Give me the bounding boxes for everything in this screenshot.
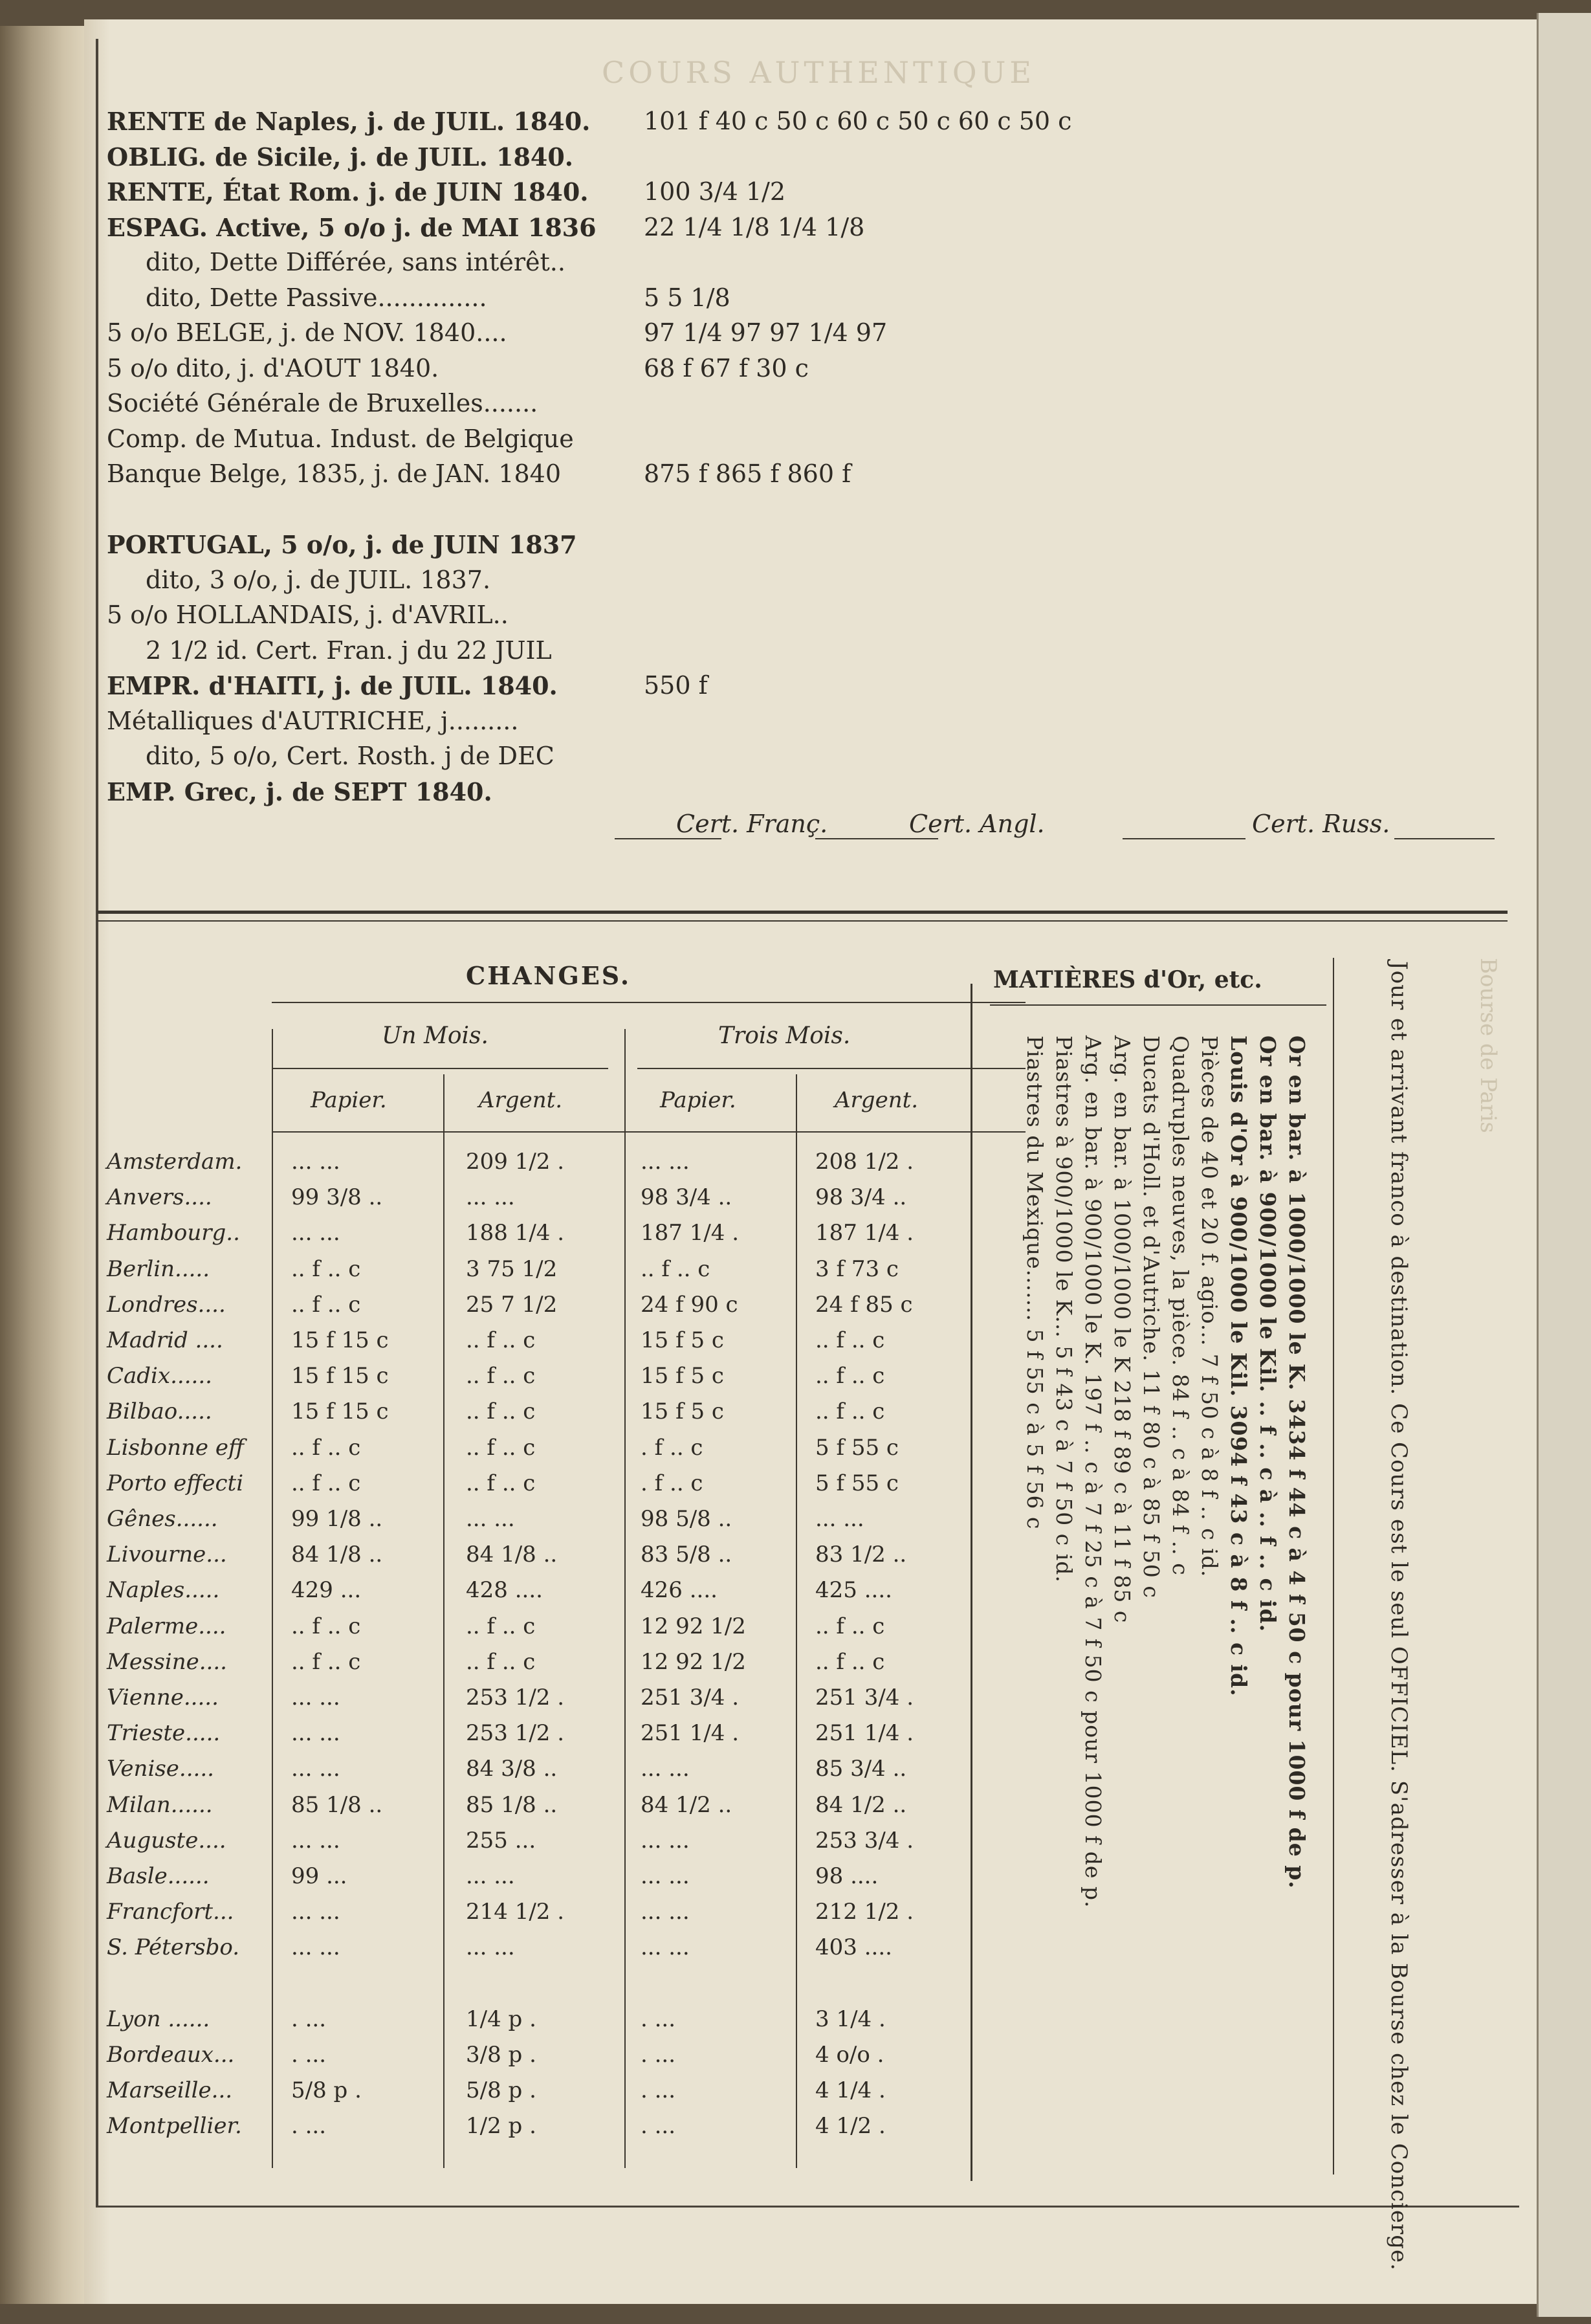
changes-city: Amsterdam.	[107, 1149, 243, 1175]
facing-page-edge	[1537, 13, 1591, 2317]
changes-city: Livourne...	[107, 1542, 227, 1568]
bourse-label: Métalliques d'AUTRICHE, j.........	[107, 706, 519, 735]
changes-un-mois-papier: . ...	[291, 2113, 327, 2140]
changes-trois-mois-argent: 212 1/2 .	[815, 1899, 914, 1925]
changes-un-mois-papier: . ...	[291, 2006, 327, 2032]
column-header-rule	[272, 1131, 1026, 1133]
changes-un-mois-papier: .. f .. c	[291, 1256, 361, 1282]
changes-trois-mois-argent: 251 3/4 .	[815, 1685, 914, 1710]
bourse-label: 5 o/o HOLLANDAIS, j. d'AVRIL..	[107, 601, 509, 629]
changes-trois-mois-papier: 251 1/4 .	[641, 1720, 740, 1747]
bourse-value: 22 1/4 1/8 1/4 1/8	[644, 212, 865, 241]
changes-un-mois-argent: 84 3/8 ..	[466, 1756, 558, 1782]
trois-mois-rule	[637, 1068, 1026, 1069]
changes-city: Palerme....	[107, 1613, 226, 1639]
changes-un-mois-papier: 15 f 15 c	[291, 1399, 389, 1425]
section-separator-thin	[97, 920, 1508, 922]
changes-un-mois-papier: .. f .. c	[291, 1291, 361, 1318]
official-notice: Jour et arrivant franco à destination. Ce Cours est le seul OFFICIEL. S'adresser à la Bourse chez le Concierge.	[1386, 961, 1412, 2271]
changes-city: Auguste....	[107, 1827, 226, 1854]
bourse-label: EMPR. d'HAITI, j. de JUIL. 1840.	[107, 671, 558, 700]
col-rule-4	[796, 1074, 797, 2168]
changes-trois-mois-papier: 251 3/4 .	[641, 1685, 740, 1710]
matieres-line: Or en bar. à 900/1000 le Kil. .. f .. c à .. f .. c id.	[1255, 1035, 1280, 1633]
changes-city: Naples.....	[107, 1577, 220, 1604]
changes-un-mois-papier: 99 ...	[291, 1863, 347, 1889]
changes-un-mois-argent: 5/8 p .	[466, 2077, 536, 2104]
changes-trois-mois-papier: 24 f 90 c	[641, 1291, 738, 1318]
bourse-label: dito, 5 o/o, Cert. Rosth. j de DEC	[146, 742, 554, 770]
matieres-line: Arg. en bar. à 900/1000 le K. 197 f .. c à 7 f 25 c à 7 f 50 c pour 1000 f de p.	[1081, 1035, 1106, 1909]
changes-trois-mois-papier: 98 5/8 ..	[641, 1506, 732, 1532]
changes-trois-mois-papier: . ...	[641, 2077, 676, 2104]
matieres-line: Pièces de 40 et 20 f. agio... 7 f 50 c à 8 f .. c id.	[1197, 1035, 1222, 1578]
changes-un-mois-papier: ... ...	[291, 1220, 340, 1246]
changes-trois-mois-argent: 4 1/2 .	[815, 2113, 886, 2140]
changes-trois-mois-argent: 85 3/4 ..	[815, 1756, 907, 1782]
changes-trois-mois-argent: 251 1/4 .	[815, 1720, 914, 1747]
changes-un-mois-argent: 253 1/2 .	[466, 1685, 565, 1710]
changes-trois-mois-argent: 3 f 73 c	[815, 1256, 899, 1282]
changes-un-mois-argent: .. f .. c	[466, 1470, 536, 1496]
changes-un-mois-argent: 253 1/2 .	[466, 1720, 565, 1747]
changes-trois-mois-papier: ... ...	[641, 1149, 690, 1175]
changes-trois-mois-argent: 98 3/4 ..	[815, 1184, 907, 1211]
cert-russ: Cert. Russ.	[1252, 810, 1390, 838]
show-through-text: Bourse de Paris	[1475, 958, 1501, 1133]
col-rule-3	[624, 1029, 626, 2168]
changes-un-mois-argent: 188 1/4 .	[466, 1220, 565, 1246]
changes-un-mois-papier: 85 1/8 ..	[291, 1791, 383, 1818]
changes-trois-mois-papier: . f .. c	[641, 1434, 703, 1461]
changes-un-mois-papier: ... ...	[291, 1720, 340, 1747]
changes-trois-mois-papier: 98 3/4 ..	[641, 1184, 732, 1211]
changes-un-mois-argent: 25 7 1/2	[466, 1291, 558, 1318]
changes-un-mois-papier: ... ...	[291, 1685, 340, 1710]
changes-trois-mois-argent: 24 f 85 c	[815, 1291, 913, 1318]
section-separator	[97, 911, 1508, 914]
changes-un-mois-papier: 99 3/8 ..	[291, 1184, 383, 1211]
changes-un-mois-argent: 1/2 p .	[466, 2113, 536, 2140]
changes-city: Francfort...	[107, 1899, 234, 1925]
changes-trois-mois-argent: 425 ....	[815, 1577, 892, 1604]
changes-un-mois-papier: 84 1/8 ..	[291, 1542, 383, 1568]
changes-trois-mois-argent: 84 1/2 ..	[815, 1791, 907, 1818]
changes-un-mois-papier: 15 f 15 c	[291, 1327, 389, 1353]
changes-un-mois-argent: ... ...	[466, 1506, 515, 1532]
changes-city: Messine....	[107, 1648, 227, 1675]
argent-header-1: Argent.	[479, 1087, 563, 1113]
changes-un-mois-argent: .. f .. c	[466, 1399, 536, 1425]
matieres-line: Piastres à 900/1000 le K... 5 f 43 c à 7 f 50 c id.	[1051, 1035, 1077, 1583]
bourse-label: dito, Dette Différée, sans intérêt..	[146, 248, 565, 276]
changes-city: Madrid ....	[107, 1327, 223, 1353]
bourse-label: dito, 3 o/o, j. de JUIL. 1837.	[146, 565, 491, 594]
matieres-line: Piastres du Mexique....... 5 f 55 c à 5 f 56 c	[1022, 1035, 1048, 1530]
matieres-line: Arg. en bar. à 1000/1000 le K 218 f 89 c à 11 f 85 c	[1110, 1035, 1135, 1624]
changes-trois-mois-argent: .. f .. c	[815, 1363, 885, 1389]
bourse-label: 2 1/2 id. Cert. Fran. j du 22 JUIL	[146, 636, 552, 665]
matieres-title-rule	[990, 1004, 1326, 1006]
bourse-value: 97 1/4 97 97 1/4 97	[644, 318, 888, 347]
changes-un-mois-argent: .. f .. c	[466, 1648, 536, 1675]
document-page	[84, 19, 1537, 2304]
bourse-label: 5 o/o dito, j. d'AOUT 1840.	[107, 353, 439, 382]
bourse-value: 550 f	[644, 671, 708, 700]
changes-city: Bilbao.....	[107, 1399, 212, 1425]
changes-trois-mois-argent: 4 1/4 .	[815, 2077, 886, 2104]
frame-bottom-rule	[96, 2206, 1519, 2208]
changes-trois-mois-papier: 12 92 1/2	[641, 1648, 746, 1675]
changes-un-mois-papier: 429 ...	[291, 1577, 362, 1604]
changes-title-rule	[272, 1002, 1026, 1003]
changes-un-mois-argent: 428 ....	[466, 1577, 543, 1604]
changes-trois-mois-papier: 15 f 5 c	[641, 1399, 724, 1425]
bourse-value: 100 3/4 1/2	[644, 177, 786, 206]
changes-trois-mois-papier: 15 f 5 c	[641, 1327, 724, 1353]
changes-trois-mois-argent: 187 1/4 .	[815, 1220, 914, 1246]
changes-trois-mois-argent: 5 f 55 c	[815, 1470, 899, 1496]
changes-trois-mois-papier: ... ...	[641, 1934, 690, 1961]
changes-un-mois-papier: .. f .. c	[291, 1613, 361, 1639]
changes-city: Porto effecti	[107, 1470, 244, 1496]
changes-un-mois-papier: . ...	[291, 2042, 327, 2068]
changes-un-mois-papier: ... ...	[291, 1149, 340, 1175]
changes-un-mois-argent: .. f .. c	[466, 1327, 536, 1353]
changes-trois-mois-argent: 403 ....	[815, 1934, 892, 1961]
changes-city: S. Pétersbo.	[107, 1934, 240, 1961]
changes-title: CHANGES.	[466, 961, 631, 990]
changes-un-mois-argent: ... ...	[466, 1184, 515, 1211]
changes-trois-mois-papier: . ...	[641, 2006, 676, 2032]
changes-un-mois-argent: .. f .. c	[466, 1613, 536, 1639]
changes-city: Marseille...	[107, 2077, 233, 2104]
changes-trois-mois-argent: ... ...	[815, 1506, 864, 1532]
changes-trois-mois-papier: 84 1/2 ..	[641, 1791, 732, 1818]
changes-trois-mois-argent: 3 1/4 .	[815, 2006, 886, 2032]
changes-un-mois-papier: ... ...	[291, 1899, 340, 1925]
matieres-right-rule	[1333, 958, 1334, 2175]
changes-trois-mois-papier: . ...	[641, 2042, 676, 2068]
changes-city: Bordeaux...	[107, 2042, 235, 2068]
book-page-edges	[0, 26, 91, 2304]
matieres-title: MATIÈRES d'Or, etc.	[993, 966, 1262, 993]
changes-un-mois-argent: 84 1/8 ..	[466, 1542, 558, 1568]
show-through-header: COURS AUTHENTIQUE	[602, 55, 1035, 90]
changes-trois-mois-argent: 4 o/o .	[815, 2042, 884, 2068]
matieres-line: Quadruples neuves, la pièce. 84 f .. c à 84 f .. c	[1168, 1035, 1193, 1576]
bourse-label: ESPAG. Active, 5 o/o j. de MAI 1836	[107, 212, 597, 242]
changes-city: Lyon ......	[107, 2006, 210, 2032]
bourse-label: RENTE de Naples, j. de JUIL. 1840.	[107, 107, 591, 136]
bourse-label: 5 o/o BELGE, j. de NOV. 1840....	[107, 318, 507, 347]
changes-un-mois-papier: ... ...	[291, 1756, 340, 1782]
changes-trois-mois-papier: 426 ....	[641, 1577, 718, 1604]
changes-trois-mois-argent: 98 ....	[815, 1863, 879, 1889]
changes-trois-mois-argent: 5 f 55 c	[815, 1434, 899, 1461]
changes-city: Cadix......	[107, 1363, 212, 1389]
changes-city: Trieste.....	[107, 1720, 221, 1747]
col-rule-5	[971, 984, 972, 2181]
cert-franc: Cert. Franç.	[676, 810, 828, 838]
changes-city: Anvers....	[107, 1184, 212, 1211]
changes-trois-mois-papier: . f .. c	[641, 1470, 703, 1496]
changes-trois-mois-papier: 15 f 5 c	[641, 1363, 724, 1389]
bourse-label: Société Générale de Bruxelles.......	[107, 389, 538, 417]
argent-header-2: Argent.	[835, 1087, 919, 1113]
matieres-line: Louis d'Or à 900/1000 le Kil. 3094 f 43 c à 8 f .. c id.	[1226, 1035, 1251, 1697]
changes-un-mois-argent: .. f .. c	[466, 1363, 536, 1389]
bourse-value: 875 f 865 f 860 f	[644, 459, 851, 488]
changes-un-mois-argent: 1/4 p .	[466, 2006, 536, 2032]
frame-left-rule	[96, 39, 98, 2207]
changes-trois-mois-argent: .. f .. c	[815, 1327, 885, 1353]
changes-trois-mois-argent: .. f .. c	[815, 1613, 885, 1639]
matieres-line: Or en bar. à 1000/1000 le K. 3434 f 44 c à 4 f 50 c pour 1000 f de p.	[1284, 1035, 1310, 1889]
cert-angl: Cert. Angl.	[909, 810, 1045, 838]
matieres-line: Ducats d'Holl. et d'Autriche. 11 f 80 c à 85 f 50 c	[1139, 1035, 1164, 1599]
changes-un-mois-argent: 255 ...	[466, 1827, 536, 1854]
changes-city: Venise.....	[107, 1756, 214, 1782]
changes-trois-mois-papier: 12 92 1/2	[641, 1613, 746, 1639]
changes-un-mois-papier: 99 1/8 ..	[291, 1506, 383, 1532]
changes-un-mois-argent: ... ...	[466, 1863, 515, 1889]
changes-city: Vienne.....	[107, 1685, 219, 1710]
changes-un-mois-argent: ... ...	[466, 1934, 515, 1961]
changes-trois-mois-papier: ... ...	[641, 1756, 690, 1782]
changes-un-mois-papier: ... ...	[291, 1934, 340, 1961]
changes-city: Londres....	[107, 1291, 226, 1318]
bourse-value: 68 f 67 f 30 c	[644, 353, 809, 382]
changes-trois-mois-papier: ... ...	[641, 1899, 690, 1925]
changes-city: Milan......	[107, 1791, 213, 1818]
papier-header-2: Papier.	[660, 1087, 736, 1113]
bourse-label: OBLIG. de Sicile, j. de JUIL. 1840.	[107, 142, 574, 172]
bourse-label: Banque Belge, 1835, j. de JAN. 1840	[107, 459, 562, 488]
changes-city: Hambourg..	[107, 1220, 240, 1246]
changes-un-mois-argent: 85 1/8 ..	[466, 1791, 558, 1818]
papier-header-1: Papier.	[311, 1087, 387, 1113]
bourse-label: PORTUGAL, 5 o/o, j. de JUIN 1837	[107, 530, 577, 559]
changes-un-mois-papier: .. f .. c	[291, 1648, 361, 1675]
changes-city: Lisbonne eff	[107, 1434, 245, 1461]
changes-trois-mois-papier: ... ...	[641, 1827, 690, 1854]
bourse-label: RENTE, État Rom. j. de JUIN 1840.	[107, 177, 589, 206]
changes-trois-mois-argent: 83 1/2 ..	[815, 1542, 907, 1568]
changes-trois-mois-argent: .. f .. c	[815, 1399, 885, 1425]
changes-trois-mois-argent: 253 3/4 .	[815, 1827, 914, 1854]
col-rule-2	[443, 1074, 444, 2168]
changes-un-mois-papier: .. f .. c	[291, 1434, 361, 1461]
changes-trois-mois-argent: 208 1/2 .	[815, 1149, 914, 1175]
changes-un-mois-argent: 209 1/2 .	[466, 1149, 565, 1175]
bourse-value: 5 5 1/8	[644, 283, 730, 312]
changes-un-mois-argent: 3/8 p .	[466, 2042, 536, 2068]
changes-trois-mois-papier: 83 5/8 ..	[641, 1542, 732, 1568]
changes-trois-mois-papier: .. f .. c	[641, 1256, 710, 1282]
bourse-label: EMP. Grec, j. de SEPT 1840.	[107, 777, 492, 806]
trois-mois-header: Trois Mois.	[718, 1023, 851, 1049]
changes-city: Montpellier.	[107, 2113, 242, 2140]
changes-city: Berlin.....	[107, 1256, 210, 1282]
changes-un-mois-argent: .. f .. c	[466, 1434, 536, 1461]
changes-trois-mois-papier: . ...	[641, 2113, 676, 2140]
changes-un-mois-papier: 15 f 15 c	[291, 1363, 389, 1389]
changes-city: Basle......	[107, 1863, 210, 1889]
changes-un-mois-argent: 214 1/2 .	[466, 1899, 565, 1925]
bourse-label: dito, Dette Passive..............	[146, 283, 487, 312]
bourse-label: Comp. de Mutua. Indust. de Belgique	[107, 424, 574, 453]
changes-trois-mois-papier: ... ...	[641, 1863, 690, 1889]
un-mois-header: Un Mois.	[382, 1023, 488, 1049]
changes-trois-mois-papier: 187 1/4 .	[641, 1220, 740, 1246]
changes-un-mois-argent: 3 75 1/2	[466, 1256, 558, 1282]
changes-un-mois-papier: .. f .. c	[291, 1470, 361, 1496]
col-rule-1	[272, 1029, 273, 2168]
bourse-value: 101 f 40 c 50 c 60 c 50 c 60 c 50 c	[644, 107, 1072, 135]
changes-city: Gênes......	[107, 1506, 218, 1532]
changes-un-mois-papier: 5/8 p .	[291, 2077, 362, 2104]
changes-trois-mois-argent: .. f .. c	[815, 1648, 885, 1675]
changes-un-mois-papier: ... ...	[291, 1827, 340, 1854]
un-mois-rule	[272, 1068, 608, 1069]
